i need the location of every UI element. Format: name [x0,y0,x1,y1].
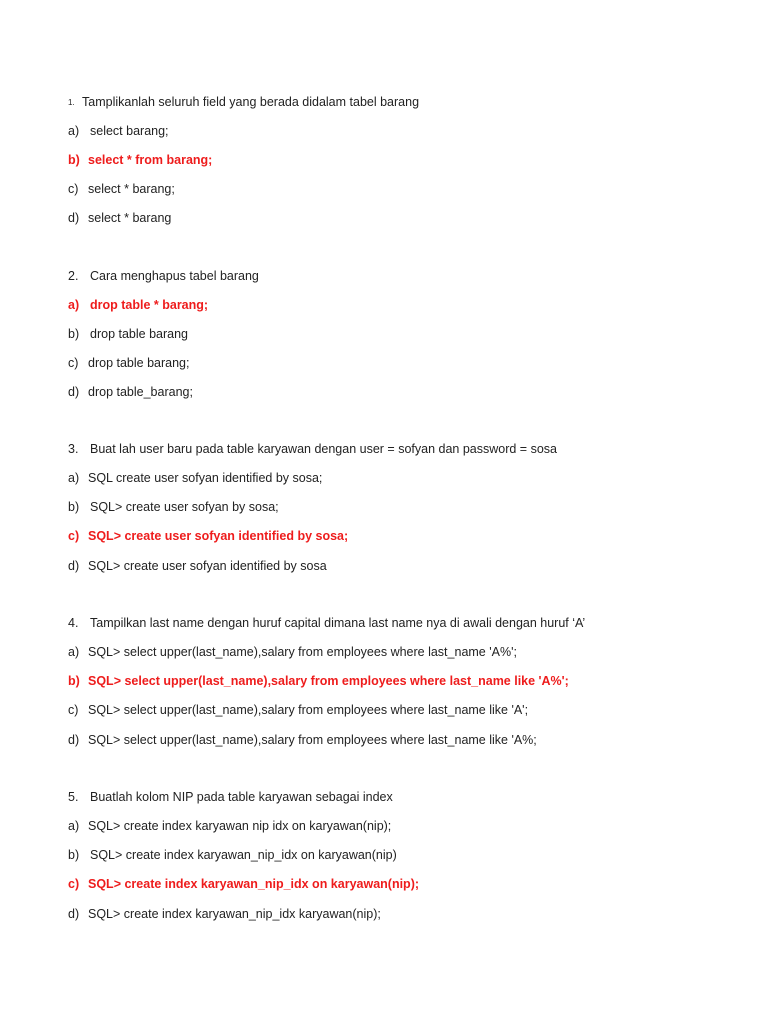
option-label: b) [68,500,80,514]
option-label: d) [68,733,80,747]
question-5-option-c-correct [68,876,419,892]
option-label: d) [68,385,80,399]
option-text: select * barang [88,211,172,225]
option-label: c) [68,703,79,717]
option-label: b) [68,327,80,341]
option-text: SQL> create index karyawan_nip_idx on karyawan(nip); [88,877,420,891]
option-text: select barang; [90,124,169,138]
question-2-option-b [68,326,188,342]
question-1-option-b-correct [68,152,212,168]
option-label: a) [68,124,80,138]
question-text: Buatlah kolom NIP pada table karyawan sebagai index [90,790,393,804]
option-label: d) [68,559,80,573]
option-label: c) [68,877,80,891]
option-text: SQL> select upper(last_name),salary from employees where last_name 'A%'; [88,645,517,659]
question-number: 5. [68,790,79,804]
option-label: a) [68,645,80,659]
option-text: SQL> select upper(last_name),salary from employees where last_name like 'A%; [88,733,537,747]
option-text: SQL> create user sofyan by sosa; [90,500,279,514]
question-text: Buat lah user baru pada table karyawan dengan user = sofyan dan password = sosa [90,442,557,456]
question-3-option-d [68,558,327,574]
question-number: 2. [68,269,79,283]
question-5-option-d [68,906,381,922]
question-2 [68,268,259,284]
question-3 [68,441,557,457]
question-1 [68,94,419,111]
option-text: SQL create user sofyan identified by sosa; [88,471,323,485]
option-text: drop table * barang; [90,298,209,312]
option-text: SQL> select upper(last_name),salary from employees where last_name like 'A'; [88,703,529,717]
option-label: d) [68,211,80,225]
question-1-option-d [68,210,171,226]
question-1-option-a [68,123,169,139]
option-label: a) [68,471,80,485]
question-number: 3. [68,442,79,456]
option-label: a) [68,298,80,312]
question-2-option-d [68,384,193,400]
question-4-option-d [68,732,537,748]
option-text: select * barang; [88,182,175,196]
option-text: SQL> create user sofyan identified by sosa; [88,529,349,543]
option-text: SQL> create user sofyan identified by sosa [88,559,327,573]
question-4-option-c [68,702,528,718]
question-5-option-a [68,818,391,834]
option-text: SQL> create index karyawan nip idx on karyawan(nip); [88,819,392,833]
option-label: d) [68,907,80,921]
question-text: Tampilkan last name dengan huruf capital dimana last name nya di awali dengan huruf ‘A’ [90,616,586,630]
question-5-option-b [68,847,397,863]
option-label: b) [68,848,80,862]
question-4-option-a [68,644,517,660]
question-3-option-a [68,470,322,486]
question-number: 4. [68,616,79,630]
option-text: drop table_barang; [88,385,193,399]
option-label: a) [68,819,80,833]
option-label: b) [68,153,80,167]
option-text: select * from barang; [88,153,213,167]
question-text: Tamplikanlah seluruh field yang berada didalam tabel barang [82,95,420,109]
question-3-option-b [68,499,279,515]
question-4 [68,615,585,631]
question-number: 1. [68,97,75,107]
question-2-option-a-correct [68,297,208,313]
option-text: SQL> create index karyawan_nip_idx karyawan(nip); [88,907,381,921]
question-5 [68,789,393,805]
question-1-option-c [68,181,175,197]
option-text: SQL> create index karyawan_nip_idx on karyawan(nip) [90,848,397,862]
option-text: SQL> select upper(last_name),salary from employees where last_name like 'A%'; [88,674,569,688]
question-3-option-c-correct [68,528,348,544]
question-2-option-c [68,355,189,371]
option-text: drop table barang [90,327,188,341]
option-text: drop table barang; [88,356,190,370]
question-4-option-b-correct [68,673,569,689]
option-label: c) [68,356,79,370]
option-label: b) [68,674,80,688]
option-label: c) [68,529,80,543]
question-text: Cara menghapus tabel barang [90,269,259,283]
option-label: c) [68,182,79,196]
